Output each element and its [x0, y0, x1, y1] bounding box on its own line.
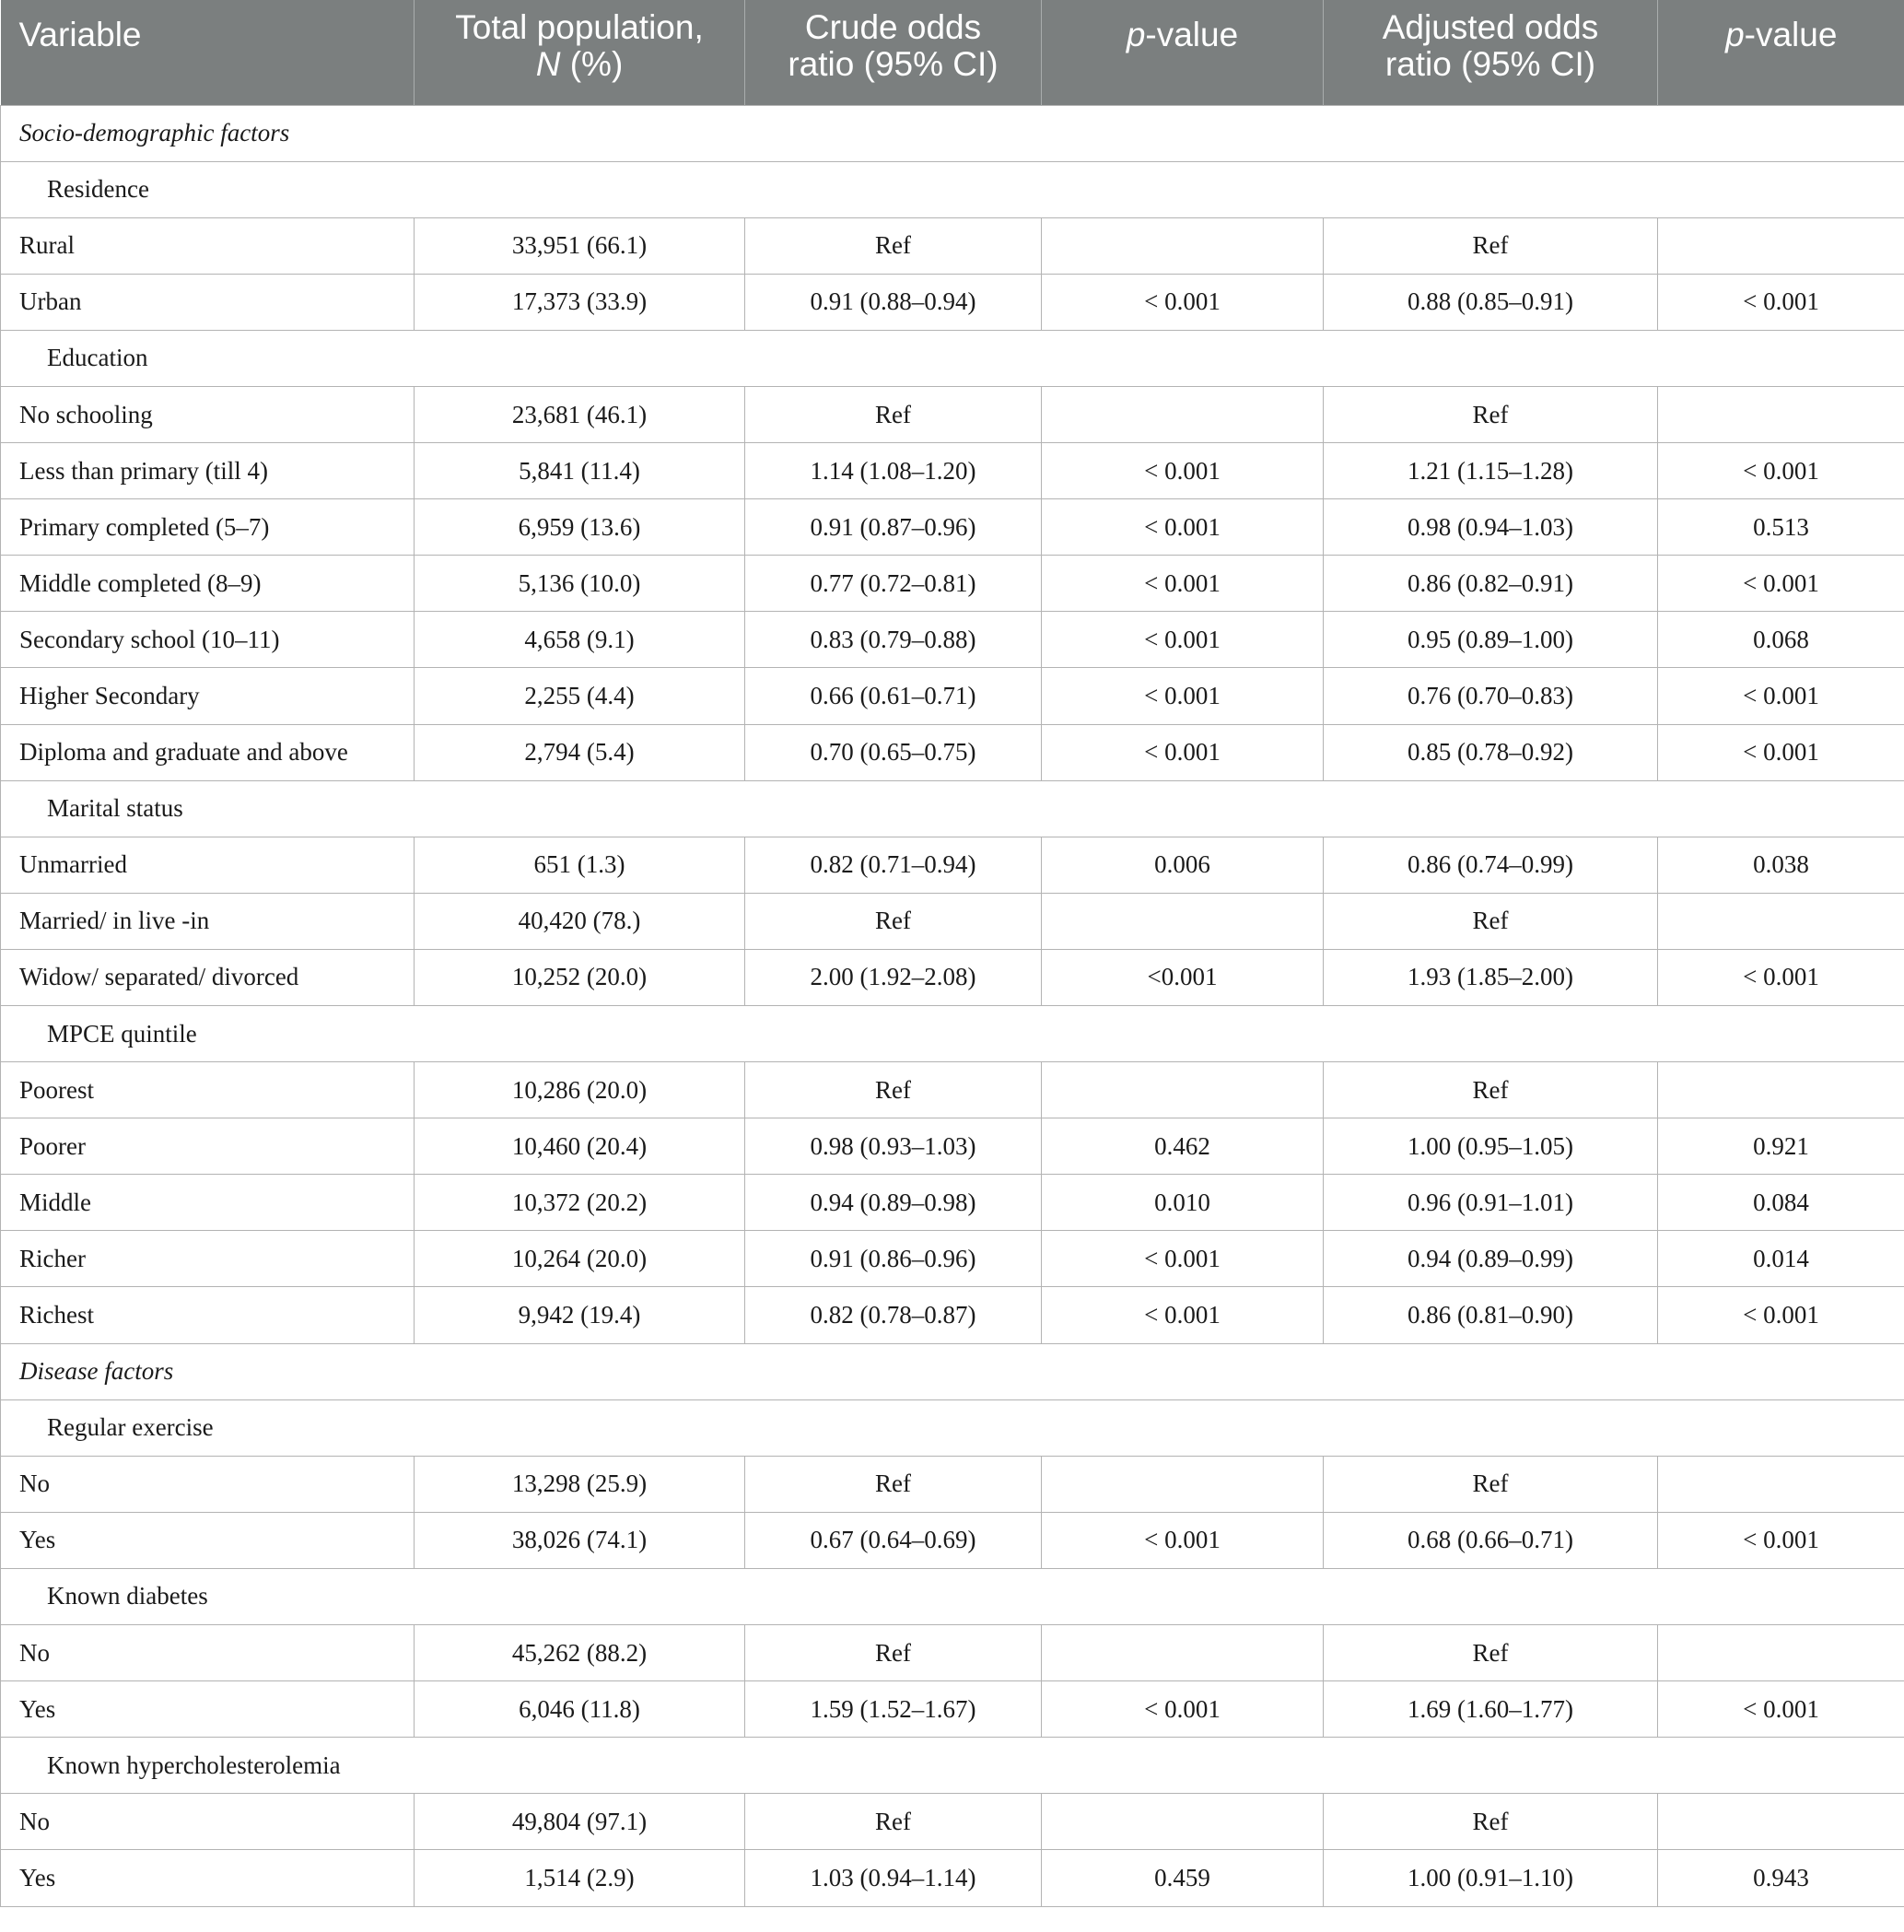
table-row: [1, 1681, 1904, 1738]
table-row: [1, 1231, 1904, 1287]
crude-p-value-cell: 0.462: [1042, 1118, 1324, 1175]
table-row: [1, 1118, 1904, 1175]
group-heading: Known diabetes: [1, 1568, 1904, 1624]
adjusted-p-value-cell: < 0.001: [1658, 949, 1904, 1005]
crude-p-value-cell: [1042, 1625, 1324, 1681]
adjusted-p-value-cell: 0.038: [1658, 837, 1904, 893]
crude-odds-ratio-cell: 2.00 (1.92–2.08): [745, 949, 1042, 1005]
table-row: [1, 274, 1904, 330]
adjusted-p-value-cell: 0.513: [1658, 499, 1904, 556]
adjusted-odds-ratio-cell: Ref: [1324, 386, 1658, 442]
crude-p-value-cell: < 0.001: [1042, 1287, 1324, 1343]
adjusted-odds-ratio-cell: 1.00 (0.91–1.10): [1324, 1850, 1658, 1906]
crude-odds-ratio-cell: 1.59 (1.52–1.67): [745, 1681, 1042, 1738]
crude-odds-ratio-cell: Ref: [745, 1625, 1042, 1681]
table-row: [1, 1062, 1904, 1118]
crude-p-value-cell: < 0.001: [1042, 724, 1324, 780]
variable-cell: Higher Secondary: [1, 668, 415, 724]
total-population-cell: 10,372 (20.2): [415, 1175, 745, 1231]
crude-p-value-cell: < 0.001: [1042, 668, 1324, 724]
group-heading-row: [1, 1399, 1904, 1456]
total-population-cell: 38,026 (74.1): [415, 1512, 745, 1568]
crude-p-value-cell: 0.459: [1042, 1850, 1324, 1906]
variable-cell: Middle: [1, 1175, 415, 1231]
crude-p-value-cell: 0.006: [1042, 837, 1324, 893]
adjusted-p-value-cell: [1658, 217, 1904, 274]
group-heading: Education: [1, 330, 1904, 386]
adjusted-odds-ratio-cell: 0.86 (0.81–0.90): [1324, 1287, 1658, 1343]
crude-p-value-cell: [1042, 1062, 1324, 1118]
table-row: [1, 724, 1904, 780]
variable-cell: Poorer: [1, 1118, 415, 1175]
variable-cell: Yes: [1, 1681, 415, 1738]
crude-odds-ratio-cell: 0.91 (0.86–0.96): [745, 1231, 1042, 1287]
table-row: [1, 556, 1904, 612]
adjusted-p-value-cell: 0.943: [1658, 1850, 1904, 1906]
total-population-cell: 5,841 (11.4): [415, 443, 745, 499]
crude-p-value-cell: [1042, 1456, 1324, 1512]
crude-p-value-cell: < 0.001: [1042, 274, 1324, 330]
crude-p-value-cell: <0.001: [1042, 949, 1324, 1005]
variable-cell: Diploma and graduate and above: [1, 724, 415, 780]
table-row: [1, 668, 1904, 724]
variable-cell: Primary completed (5–7): [1, 499, 415, 556]
crude-p-value-cell: < 0.001: [1042, 612, 1324, 668]
adjusted-p-value-cell: < 0.001: [1658, 556, 1904, 612]
crude-odds-ratio-cell: 0.98 (0.93–1.03): [745, 1118, 1042, 1175]
crude-odds-ratio-cell: 0.82 (0.71–0.94): [745, 837, 1042, 893]
adjusted-p-value-cell: [1658, 893, 1904, 949]
variable-cell: Richest: [1, 1287, 415, 1343]
adjusted-odds-ratio-cell: 0.85 (0.78–0.92): [1324, 724, 1658, 780]
crude-p-value-cell: [1042, 386, 1324, 442]
crude-odds-ratio-cell: Ref: [745, 893, 1042, 949]
crude-p-value-cell: [1042, 1794, 1324, 1850]
total-population-cell: 13,298 (25.9): [415, 1456, 745, 1512]
crude-odds-ratio-cell: 1.14 (1.08–1.20): [745, 443, 1042, 499]
crude-odds-ratio-cell: 1.03 (0.94–1.14): [745, 1850, 1042, 1906]
crude-odds-ratio-cell: 0.82 (0.78–0.87): [745, 1287, 1042, 1343]
adjusted-p-value-cell: < 0.001: [1658, 443, 1904, 499]
crude-odds-ratio-cell: 0.94 (0.89–0.98): [745, 1175, 1042, 1231]
group-heading: Regular exercise: [1, 1399, 1904, 1456]
variable-cell: Yes: [1, 1512, 415, 1568]
adjusted-p-value-cell: 0.068: [1658, 612, 1904, 668]
total-population-cell: 1,514 (2.9): [415, 1850, 745, 1906]
table-row: [1, 1175, 1904, 1231]
adjusted-odds-ratio-cell: 0.86 (0.74–0.99): [1324, 837, 1658, 893]
crude-p-value-cell: < 0.001: [1042, 499, 1324, 556]
table-row: [1, 499, 1904, 556]
adjusted-p-value-cell: [1658, 386, 1904, 442]
total-population-cell: 40,420 (78.): [415, 893, 745, 949]
total-population-cell: 10,252 (20.0): [415, 949, 745, 1005]
total-population-cell: 2,255 (4.4): [415, 668, 745, 724]
adjusted-odds-ratio-cell: Ref: [1324, 1794, 1658, 1850]
table-body: [1, 105, 1904, 1906]
table-row: [1, 1512, 1904, 1568]
section-heading: Disease factors: [1, 1343, 1904, 1399]
adjusted-p-value-cell: [1658, 1794, 1904, 1850]
adjusted-p-value-cell: 0.014: [1658, 1231, 1904, 1287]
crude-odds-ratio-cell: Ref: [745, 1062, 1042, 1118]
crude-odds-ratio-cell: Ref: [745, 386, 1042, 442]
adjusted-odds-ratio-cell: Ref: [1324, 1625, 1658, 1681]
total-population-cell: 10,264 (20.0): [415, 1231, 745, 1287]
group-heading-row: [1, 1568, 1904, 1624]
adjusted-p-value-cell: < 0.001: [1658, 274, 1904, 330]
crude-p-value-cell: < 0.001: [1042, 443, 1324, 499]
total-population-cell: 6,959 (13.6): [415, 499, 745, 556]
total-population-cell: 45,262 (88.2): [415, 1625, 745, 1681]
adjusted-odds-ratio-cell: 0.96 (0.91–1.01): [1324, 1175, 1658, 1231]
variable-cell: Less than primary (till 4): [1, 443, 415, 499]
table-row: [1, 386, 1904, 442]
table-row: [1, 837, 1904, 893]
variable-cell: Urban: [1, 274, 415, 330]
total-population-cell: 23,681 (46.1): [415, 386, 745, 442]
group-heading-row: [1, 780, 1904, 837]
variable-cell: No schooling: [1, 386, 415, 442]
table-row: [1, 612, 1904, 668]
total-population-cell: 4,658 (9.1): [415, 612, 745, 668]
crude-p-value-cell: [1042, 893, 1324, 949]
adjusted-odds-ratio-cell: 0.68 (0.66–0.71): [1324, 1512, 1658, 1568]
section-heading-row: [1, 1343, 1904, 1399]
adjusted-p-value-cell: 0.921: [1658, 1118, 1904, 1175]
total-population-cell: 33,951 (66.1): [415, 217, 745, 274]
table-row: [1, 1456, 1904, 1512]
adjusted-odds-ratio-cell: 0.76 (0.70–0.83): [1324, 668, 1658, 724]
header-row: [1, 0, 1904, 105]
variable-cell: Middle completed (8–9): [1, 556, 415, 612]
adjusted-odds-ratio-cell: Ref: [1324, 217, 1658, 274]
adjusted-odds-ratio-cell: 0.86 (0.82–0.91): [1324, 556, 1658, 612]
group-heading-row: [1, 1006, 1904, 1062]
adjusted-odds-ratio-cell: Ref: [1324, 893, 1658, 949]
crude-odds-ratio-cell: 0.77 (0.72–0.81): [745, 556, 1042, 612]
crude-odds-ratio-cell: 0.91 (0.88–0.94): [745, 274, 1042, 330]
group-heading: Known hypercholesterolemia: [1, 1738, 1904, 1794]
variable-cell: No: [1, 1625, 415, 1681]
table-row: [1, 1287, 1904, 1343]
header-crude-p-value: p-value: [1042, 0, 1324, 105]
adjusted-odds-ratio-cell: 1.69 (1.60–1.77): [1324, 1681, 1658, 1738]
crude-p-value-cell: [1042, 217, 1324, 274]
total-population-cell: 17,373 (33.9): [415, 274, 745, 330]
variable-cell: No: [1, 1456, 415, 1512]
adjusted-odds-ratio-cell: 0.98 (0.94–1.03): [1324, 499, 1658, 556]
table-row: [1, 893, 1904, 949]
crude-odds-ratio-cell: 0.91 (0.87–0.96): [745, 499, 1042, 556]
table-row: [1, 1794, 1904, 1850]
variable-cell: No: [1, 1794, 415, 1850]
group-heading: MPCE quintile: [1, 1006, 1904, 1062]
adjusted-odds-ratio-cell: 1.21 (1.15–1.28): [1324, 443, 1658, 499]
table-row: [1, 1850, 1904, 1906]
header-adjusted-p-value: p-value: [1658, 0, 1904, 105]
variable-cell: Widow/ separated/ divorced: [1, 949, 415, 1005]
total-population-cell: 9,942 (19.4): [415, 1287, 745, 1343]
adjusted-p-value-cell: [1658, 1456, 1904, 1512]
table-row: [1, 949, 1904, 1005]
crude-p-value-cell: < 0.001: [1042, 1512, 1324, 1568]
section-heading-row: [1, 105, 1904, 161]
group-heading-row: [1, 330, 1904, 386]
crude-odds-ratio-cell: 0.67 (0.64–0.69): [745, 1512, 1042, 1568]
variable-cell: Unmarried: [1, 837, 415, 893]
variable-cell: Yes: [1, 1850, 415, 1906]
group-heading-row: [1, 1738, 1904, 1794]
crude-odds-ratio-cell: Ref: [745, 1456, 1042, 1512]
adjusted-odds-ratio-cell: Ref: [1324, 1456, 1658, 1512]
crude-odds-ratio-cell: 0.66 (0.61–0.71): [745, 668, 1042, 724]
table-row: [1, 1625, 1904, 1681]
total-population-cell: 5,136 (10.0): [415, 556, 745, 612]
adjusted-p-value-cell: 0.084: [1658, 1175, 1904, 1231]
adjusted-odds-ratio-cell: 0.94 (0.89–0.99): [1324, 1231, 1658, 1287]
header-total-population: Total population, N (%): [415, 0, 745, 105]
variable-cell: Rural: [1, 217, 415, 274]
crude-p-value-cell: < 0.001: [1042, 556, 1324, 612]
total-population-cell: 2,794 (5.4): [415, 724, 745, 780]
crude-odds-ratio-cell: 0.83 (0.79–0.88): [745, 612, 1042, 668]
adjusted-odds-ratio-cell: 1.00 (0.95–1.05): [1324, 1118, 1658, 1175]
adjusted-p-value-cell: < 0.001: [1658, 1287, 1904, 1343]
group-heading-row: [1, 161, 1904, 217]
crude-p-value-cell: < 0.001: [1042, 1231, 1324, 1287]
adjusted-odds-ratio-cell: 1.93 (1.85–2.00): [1324, 949, 1658, 1005]
adjusted-p-value-cell: < 0.001: [1658, 668, 1904, 724]
header-adjusted-odds-ratio: Adjusted odds ratio (95% CI): [1324, 0, 1658, 105]
crude-odds-ratio-cell: 0.70 (0.65–0.75): [745, 724, 1042, 780]
total-population-cell: 10,286 (20.0): [415, 1062, 745, 1118]
adjusted-odds-ratio-cell: 0.95 (0.89–1.00): [1324, 612, 1658, 668]
group-heading: Marital status: [1, 780, 1904, 837]
adjusted-p-value-cell: [1658, 1625, 1904, 1681]
variable-cell: Richer: [1, 1231, 415, 1287]
table-header: [1, 0, 1904, 105]
total-population-cell: 10,460 (20.4): [415, 1118, 745, 1175]
variable-cell: Poorest: [1, 1062, 415, 1118]
adjusted-odds-ratio-cell: 0.88 (0.85–0.91): [1324, 274, 1658, 330]
variable-cell: Secondary school (10–11): [1, 612, 415, 668]
crude-p-value-cell: 0.010: [1042, 1175, 1324, 1231]
adjusted-odds-ratio-cell: Ref: [1324, 1062, 1658, 1118]
total-population-cell: 651 (1.3): [415, 837, 745, 893]
adjusted-p-value-cell: [1658, 1062, 1904, 1118]
table-row: [1, 443, 1904, 499]
crude-odds-ratio-cell: Ref: [745, 1794, 1042, 1850]
adjusted-p-value-cell: < 0.001: [1658, 724, 1904, 780]
total-population-cell: 49,804 (97.1): [415, 1794, 745, 1850]
crude-odds-ratio-cell: Ref: [745, 217, 1042, 274]
header-variable: Variable: [1, 0, 415, 105]
table-row: [1, 217, 1904, 274]
adjusted-p-value-cell: < 0.001: [1658, 1512, 1904, 1568]
variable-cell: Married/ in live -in: [1, 893, 415, 949]
adjusted-p-value-cell: < 0.001: [1658, 1681, 1904, 1738]
header-crude-odds-ratio: Crude odds ratio (95% CI): [745, 0, 1042, 105]
total-population-cell: 6,046 (11.8): [415, 1681, 745, 1738]
crude-p-value-cell: < 0.001: [1042, 1681, 1324, 1738]
section-heading: Socio-demographic factors: [1, 105, 1904, 161]
group-heading: Residence: [1, 161, 1904, 217]
